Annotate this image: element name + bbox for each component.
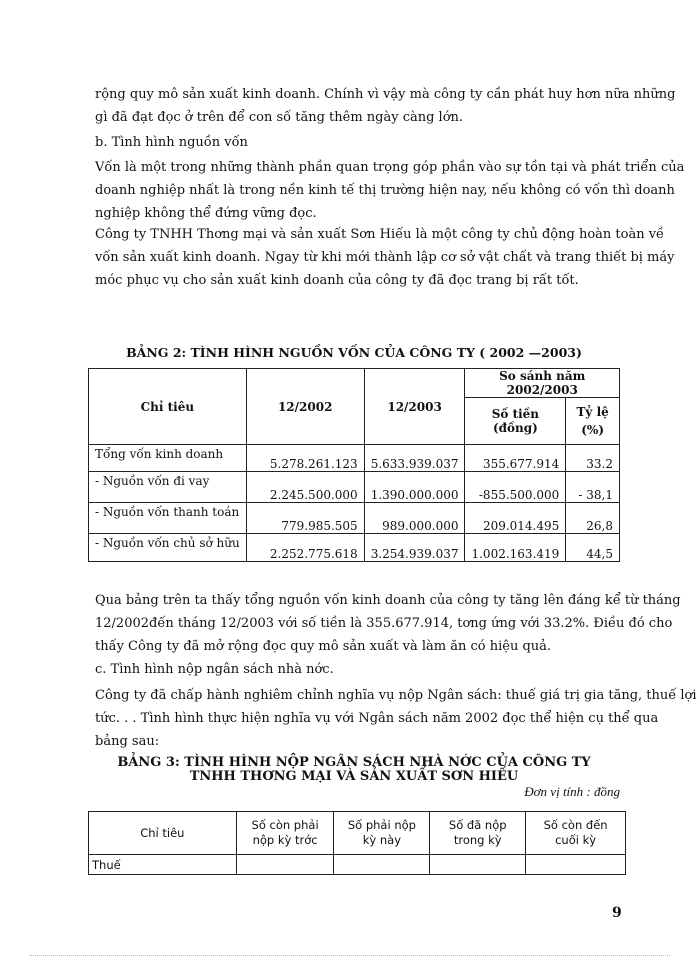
table3-title-line-2: TNHH THƠNG MẠI VÀ SẢN XUẤT SƠN HIẾU <box>189 769 519 784</box>
row-label: - Nguồn vốn đi vay <box>89 472 247 503</box>
text-line: Vốn là một trong những thành phần quan trọng góp phần vào sự tồn tại và phát triển của <box>95 160 685 175</box>
row-label: Thuế <box>89 855 237 875</box>
table3-header-col: Số còn đến cuối kỳ <box>526 812 626 855</box>
text-line: bảng sau: <box>95 734 160 749</box>
table3-header-col: Số phải nộp kỳ này <box>334 812 430 855</box>
cell-2003: 1.390.000.000 <box>364 472 465 503</box>
section-b-paragraph-1 <box>95 156 685 225</box>
cell-empty <box>334 855 430 875</box>
cell-pct: 33.2 <box>566 445 620 472</box>
table-row <box>89 855 626 875</box>
cell-pct: 44,5 <box>566 534 620 562</box>
intro-paragraph <box>95 83 676 129</box>
section-c-paragraph <box>95 684 697 753</box>
table3-header-row <box>89 812 626 855</box>
analysis-paragraph <box>95 589 681 658</box>
section-b-heading: b. Tình hình nguồn vốn <box>95 135 248 150</box>
cell-empty <box>430 855 526 875</box>
table-row <box>89 445 620 472</box>
table2-header-compare: So sánh năm 2002/2003 <box>465 369 620 398</box>
text-line: Qua bảng trên ta thấy tổng nguồn vốn kinh doanh của công ty tăng lên đáng kể từ tháng <box>95 593 681 608</box>
cell-2002: 2.245.500.000 <box>246 472 364 503</box>
table2-header-ty-le: Tỷ lệ (%) <box>566 398 620 445</box>
section-c-heading: c. Tình hình nộp ngân sách nhà nớc. <box>95 662 334 677</box>
table2-header-2003: 12/2003 <box>364 369 465 445</box>
page-number: 9 <box>612 905 622 921</box>
table-row <box>89 472 620 503</box>
cell-2002: 779.985.505 <box>246 503 364 534</box>
text-line: gì đã đạt đọc ở trên để con số tăng thêm ngày càng lớn. <box>95 110 464 125</box>
cell-pct: 26,8 <box>566 503 620 534</box>
table3-header-col: Số đã nộp trong kỳ <box>430 812 526 855</box>
text-line: Công ty đã chấp hành nghiêm chỉnh nghĩa vụ nộp Ngân sách: thuế giá trị gia tăng, thuế lợi <box>95 688 697 703</box>
cell-2003: 989.000.000 <box>364 503 465 534</box>
text-line: vốn sản xuất kinh doanh. Ngay từ khi mới thành lập cơ sở vật chất và trang thiết bị máy <box>95 250 675 265</box>
cell-empty <box>526 855 626 875</box>
table2-header-2002: 12/2002 <box>246 369 364 445</box>
table3-title-line-1: BẢNG 3: TÌNH HÌNH NỘP NGÂN SÁCH NHÀ NỚC CỦA CÔNG TY <box>117 755 591 770</box>
section-b-paragraph-2 <box>95 223 675 292</box>
cell-2002: 2.252.775.618 <box>246 534 364 562</box>
cell-2003: 5.633.939.037 <box>364 445 465 472</box>
text-line: Công ty TNHH Thơng mại và sản xuất Sơn Hiếu là một công ty chủ động hoàn toàn về <box>95 227 665 242</box>
cell-empty <box>236 855 334 875</box>
text-line: thấy Công ty đã mở rộng đọc quy mô sản xuất và làm ăn có hiệu quả. <box>95 639 552 654</box>
text-line: rộng quy mô sản xuất kinh doanh. Chính vì vậy mà công ty cần phát huy hơn nữa những <box>95 87 676 102</box>
table3 <box>88 811 626 875</box>
cell-diff: 209.014.495 <box>465 503 566 534</box>
row-label: - Nguồn vốn thanh toán <box>89 503 247 534</box>
table3-header-col: Số còn phải nộp kỳ trớc <box>236 812 334 855</box>
text-line: móc phục vụ cho sản xuất kinh doanh của công ty đã đọc trang bị rất tốt. <box>95 273 579 288</box>
cell-diff: 1.002.163.419 <box>465 534 566 562</box>
table3-unit: Đơn vị tính : đồng <box>524 784 620 799</box>
text-line: nghiệp không thể đứng vững đọc. <box>95 206 317 221</box>
table-row <box>89 534 620 562</box>
text-line: tức. . . Tình hình thực hiện nghĩa vụ với Ngân sách năm 2002 đọc thể hiện cụ thể qua <box>95 711 659 726</box>
row-label: - Nguồn vốn chủ sở hữu <box>89 534 247 562</box>
cell-2003: 3.254.939.037 <box>364 534 465 562</box>
table2-title: BẢNG 2: TÌNH HÌNH NGUỒN VỐN CỦA CÔNG TY ( 2002 —2003) <box>126 345 582 360</box>
cell-2002: 5.278.261.123 <box>246 445 364 472</box>
table3-header-chi-tieu: Chỉ tiêu <box>89 812 237 855</box>
table-row <box>89 503 620 534</box>
table2-header-row <box>89 369 620 398</box>
page-bottom-divider <box>30 955 670 956</box>
text-line: doanh nghiệp nhất là trong nền kinh tế thị trường hiện nay, nếu không có vốn thì doanh <box>95 183 675 198</box>
table2 <box>88 368 620 562</box>
row-label: Tổng vốn kinh doanh <box>89 445 247 472</box>
text-line: 12/2002đến tháng 12/2003 với số tiền là 355.677.914, tơng ứng với 33.2%. Điều đó cho <box>95 616 673 631</box>
cell-diff: 355.677.914 <box>465 445 566 472</box>
table2-header-chi-tieu: Chỉ tiêu <box>89 369 247 445</box>
cell-pct: - 38,1 <box>566 472 620 503</box>
cell-diff: -855.500.000 <box>465 472 566 503</box>
table2-header-so-tien: Số tiền (đồng) <box>465 398 566 445</box>
